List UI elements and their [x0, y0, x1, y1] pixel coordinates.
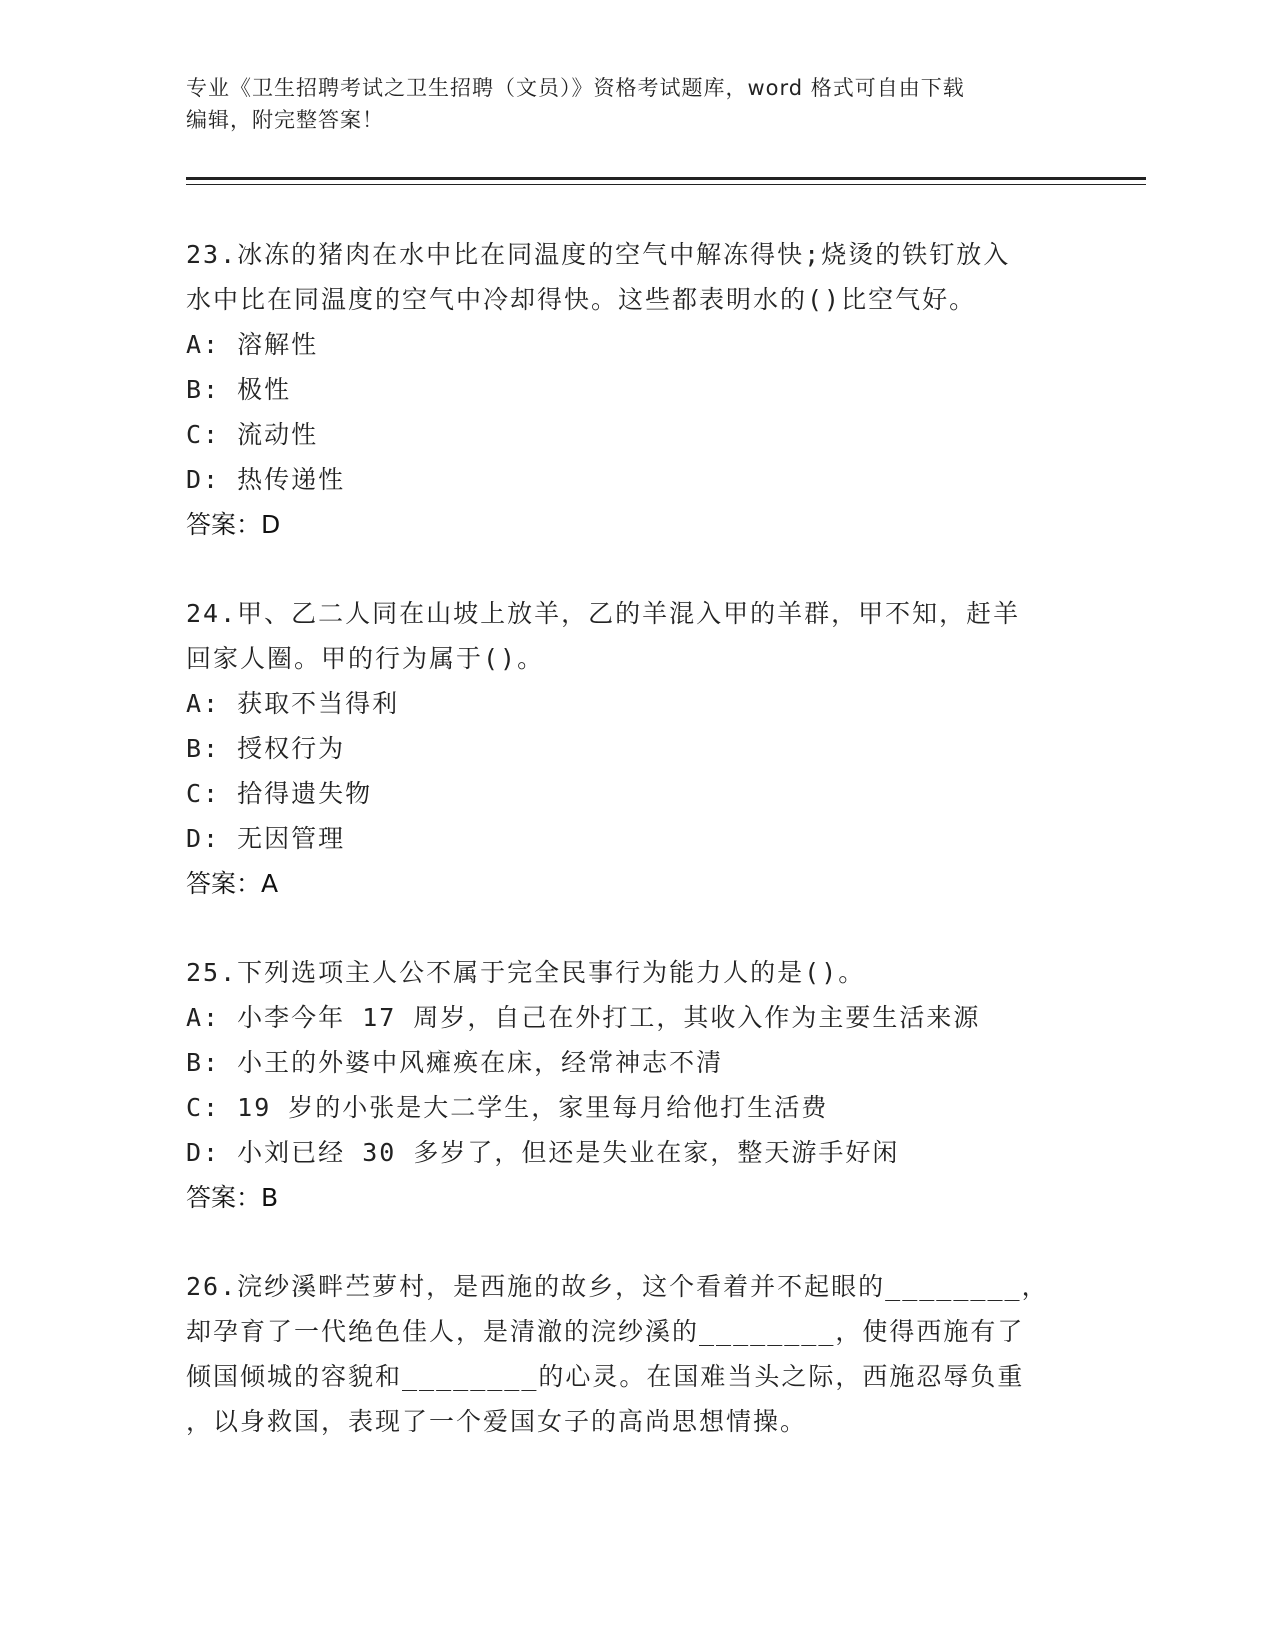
question-stem-line: 25.下列选项主人公不属于完全民事行为能力人的是()。 — [186, 958, 866, 987]
answer-line: 答案：D — [186, 510, 281, 539]
option-a: A: 溶解性 — [186, 330, 319, 359]
header-line-1: 专业《卫生招聘考试之卫生招聘（文员）》资格考试题库，word 格式可自由下载 — [186, 76, 965, 100]
question-stem-line: 倾国倾城的容貌和________的心灵。在国难当头之际，西施忍辱负重 — [186, 1362, 1025, 1391]
answer-line: 答案：A — [186, 869, 279, 898]
option-c: C: 流动性 — [186, 420, 319, 449]
question-26 — [186, 1264, 1086, 1444]
question-list — [186, 232, 1086, 1488]
question-25 — [186, 950, 1086, 1220]
question-stem-line: 回家人圈。甲的行为属于()。 — [186, 644, 545, 673]
question-23 — [186, 232, 1086, 547]
question-stem-line: ，以身救国，表现了一个爱国女子的高尚思想情操。 — [186, 1407, 808, 1436]
answer-line: 答案：B — [186, 1183, 279, 1212]
question-stem-line: 水中比在同温度的空气中冷却得快。这些都表明水的()比空气好。 — [186, 285, 977, 314]
header-line-2: 编辑，附完整答案！ — [186, 108, 384, 132]
option-a: A: 获取不当得利 — [186, 689, 400, 718]
option-c: C: 拾得遗失物 — [186, 779, 373, 808]
question-stem-line: 却孕育了一代绝色佳人，是清澈的浣纱溪的________，使得西施有了 — [186, 1317, 1025, 1346]
option-b: B: 授权行为 — [186, 734, 346, 763]
option-c: C: 19 岁的小张是大二学生，家里每月给他打生活费 — [186, 1093, 829, 1122]
question-stem-line: 23.冰冻的猪肉在水中比在同温度的空气中解冻得快;烧烫的铁钉放入 — [186, 240, 1011, 269]
option-d: D: 热传递性 — [186, 465, 346, 494]
option-d: D: 小刘已经 30 多岁了，但还是失业在家，整天游手好闲 — [186, 1138, 900, 1167]
option-b: B: 极性 — [186, 375, 292, 404]
option-d: D: 无因管理 — [186, 824, 346, 853]
question-stem-line: 26.浣纱溪畔苎萝村，是西施的故乡，这个看着并不起眼的________， — [186, 1272, 1049, 1301]
question-stem-line: 24.甲、乙二人同在山坡上放羊，乙的羊混入甲的羊群，甲不知，赶羊 — [186, 599, 1021, 628]
option-b: B: 小王的外婆中风瘫痪在床，经常神志不清 — [186, 1048, 724, 1077]
page-header — [186, 72, 1066, 136]
header-divider-thin — [186, 184, 1146, 185]
question-24 — [186, 591, 1086, 906]
header-divider-thick — [186, 177, 1146, 180]
option-a: A: 小李今年 17 周岁，自己在外打工，其收入作为主要生活来源 — [186, 1003, 981, 1032]
